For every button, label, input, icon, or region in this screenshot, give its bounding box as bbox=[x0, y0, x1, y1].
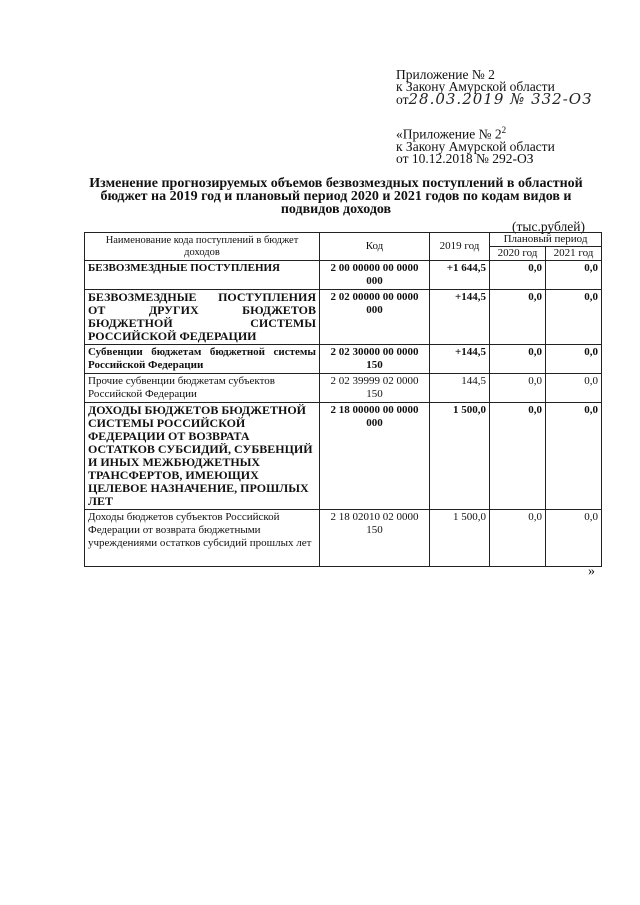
annex-title: Приложение № 2 bbox=[396, 67, 495, 82]
units-label: (тыс.рублей) bbox=[512, 219, 585, 234]
row-value-2021: 0,0 bbox=[546, 261, 602, 290]
table-row bbox=[85, 290, 602, 345]
annex-date-line bbox=[396, 90, 593, 108]
row-code: 2 02 39999 02 0000 150 bbox=[320, 374, 430, 403]
row-value-2021: 0,0 bbox=[546, 290, 602, 345]
row-code: 2 00 00000 00 0000 000 bbox=[320, 261, 430, 290]
row-code: 2 02 30000 00 0000 150 bbox=[320, 345, 430, 374]
row-value-2020: 0,0 bbox=[490, 374, 546, 403]
table-row bbox=[85, 403, 602, 510]
closing-quote-mark: » bbox=[588, 564, 595, 579]
table-row bbox=[85, 510, 602, 567]
row-value-2019: 144,5 bbox=[430, 374, 490, 403]
row-value-2019: +144,5 bbox=[430, 345, 490, 374]
row-value-2019: 1 500,0 bbox=[430, 510, 490, 567]
row-value-2021: 0,0 bbox=[546, 403, 602, 510]
row-name: БЕЗВОЗМЕЗДНЫЕ ПОСТУПЛЕНИЯ bbox=[85, 261, 320, 290]
row-value-2021: 0,0 bbox=[546, 374, 602, 403]
row-value-2020: 0,0 bbox=[490, 403, 546, 510]
table-row bbox=[85, 261, 602, 290]
row-value-2020: 0,0 bbox=[490, 290, 546, 345]
document-title: Изменение прогнозируемых объемов безвозмездных поступлений в областной бюджет на 2019 год и плановый период 2020 и 2021 годов по кодам видов и подвидов доходов bbox=[89, 176, 583, 217]
row-value-2019: +144,5 bbox=[430, 290, 490, 345]
row-code: 2 02 00000 00 0000 000 bbox=[320, 290, 430, 345]
revenue-table bbox=[84, 232, 602, 567]
header-2019: 2019 год bbox=[430, 233, 490, 261]
annex-original-title: «Приложение № $2^2$ bbox=[396, 125, 507, 142]
header-2021: 2021 год bbox=[546, 247, 602, 261]
row-name: БЕЗВОЗМЕЗДНЫЕ ПОСТУПЛЕНИЯ ОТ ДРУГИХ БЮДЖЕТОВ БЮДЖЕТНОЙ СИСТЕМЫ РОССИЙСКОЙ ФЕДЕРАЦИИ bbox=[85, 290, 320, 345]
table-row bbox=[85, 374, 602, 403]
row-name: Прочие субвенции бюджетам субъектов Российской Федерации bbox=[85, 374, 320, 403]
row-value-2020: 0,0 bbox=[490, 345, 546, 374]
row-value-2021: 0,0 bbox=[546, 510, 602, 567]
annex-superscript: 2 bbox=[501, 125, 507, 135]
row-code: 2 18 00000 00 0000 000 bbox=[320, 403, 430, 510]
header-2020: 2020 год bbox=[490, 247, 546, 261]
table-row bbox=[85, 345, 602, 374]
annex-block-2 bbox=[396, 124, 555, 165]
row-value-2020: 0,0 bbox=[490, 261, 546, 290]
row-name: Доходы бюджетов субъектов Российской Федерации от возврата бюджетными учреждениями остатков субсидий прошлых лет bbox=[85, 510, 320, 567]
header-code: Код bbox=[320, 233, 430, 261]
row-name: ДОХОДЫ БЮДЖЕТОВ БЮДЖЕТНОЙ СИСТЕМЫ РОССИЙСКОЙ ФЕДЕРАЦИИ ОТ ВОЗВРАТА ОСТАТКОВ СУБСИДИЙ, СУБВЕНЦИЙ И ИНЫХ МЕЖБЮДЖЕТНЫХ ТРАНСФЕРТОВ, ИМЕЮЩИХ ЦЕЛЕВОЕ НАЗНАЧЕНИЕ, ПРОШЛЫХ ЛЕТ bbox=[85, 403, 320, 510]
header-name: Наименование кода поступлений в бюджет доходов bbox=[85, 233, 320, 261]
annex-block-1 bbox=[396, 69, 592, 106]
header-planned-period: Плановый период bbox=[490, 233, 602, 247]
annex-original-date: от 10.12.2018 № 292-ОЗ bbox=[396, 150, 534, 166]
handwritten-date-number: 28.03.2019 № 332-ОЗ bbox=[408, 90, 593, 108]
row-name: Субвенции бюджетам бюджетной системы Российской Федерации bbox=[85, 345, 320, 374]
row-code: 2 18 02010 02 0000 150 bbox=[320, 510, 430, 567]
annex-date-prefix: от bbox=[396, 92, 409, 107]
row-value-2019: +1 644,5 bbox=[430, 261, 490, 290]
annex-law-ref: к Закону Амурской области bbox=[396, 79, 555, 94]
row-value-2019: 1 500,0 bbox=[430, 403, 490, 510]
row-value-2021: 0,0 bbox=[546, 345, 602, 374]
annex-original-law-ref: к Закону Амурской области bbox=[396, 138, 555, 154]
row-value-2020: 0,0 bbox=[490, 510, 546, 567]
